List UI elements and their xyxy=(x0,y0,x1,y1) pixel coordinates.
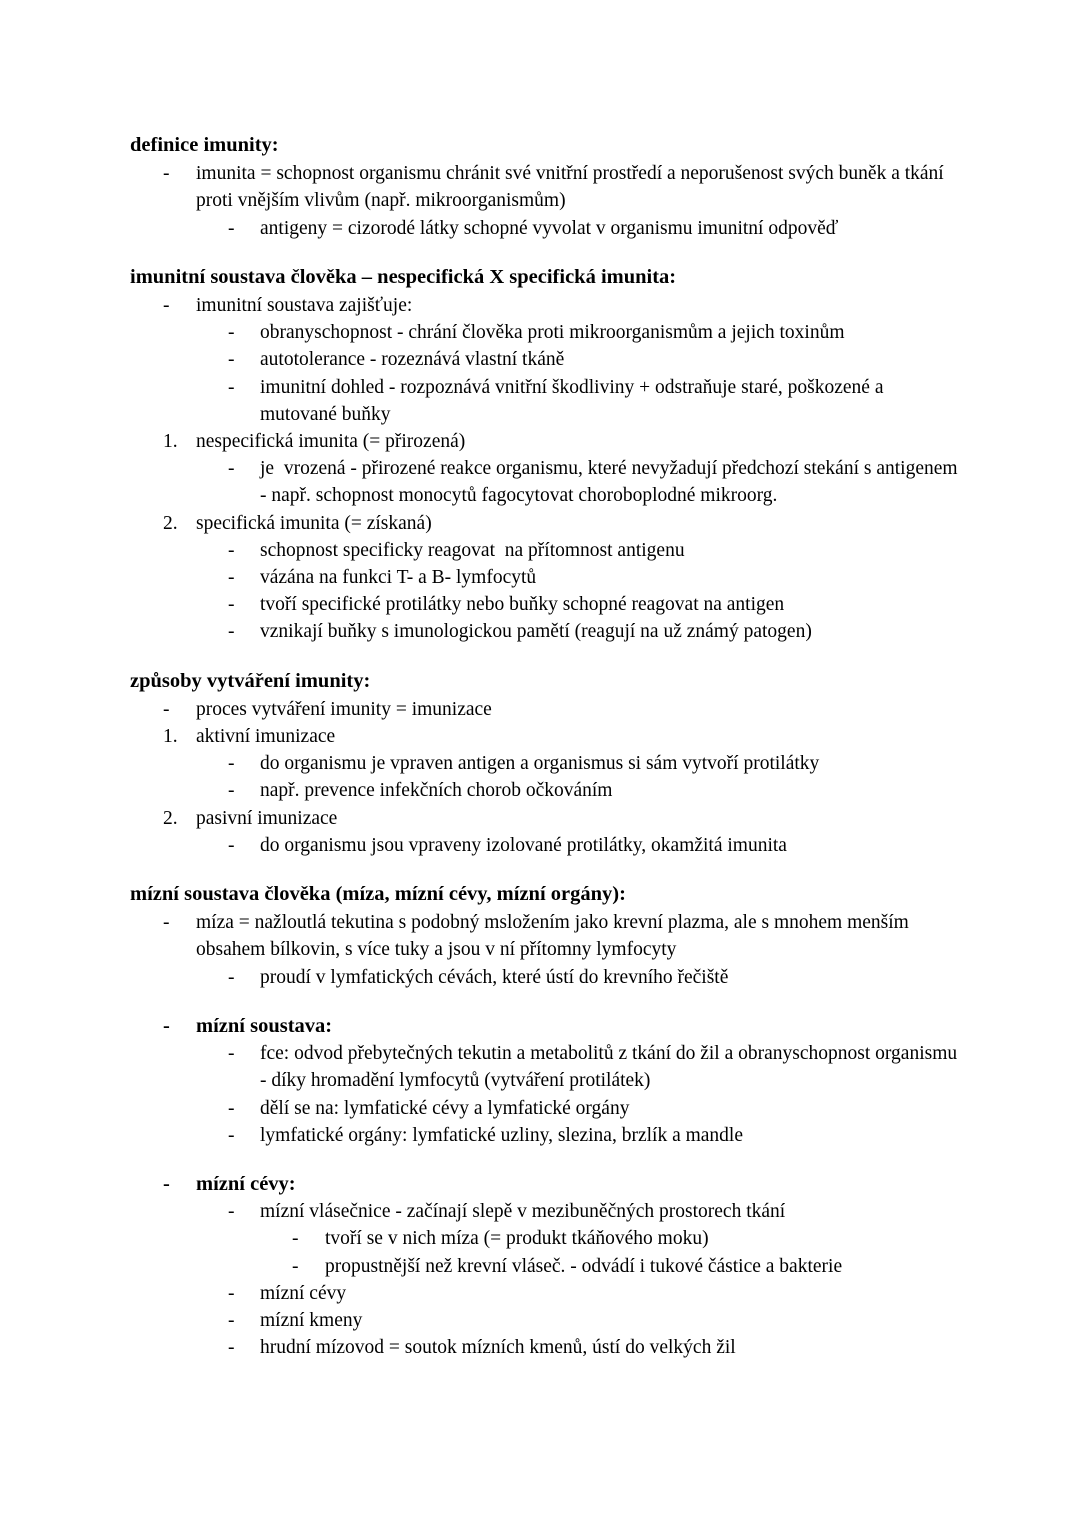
dash-bullet-marker: - xyxy=(228,1282,235,1304)
dash-bullet-marker: - xyxy=(228,753,235,775)
list-item-text: pasivní imunizace xyxy=(196,807,338,829)
list-item xyxy=(130,1225,958,1252)
list-item xyxy=(130,1171,958,1198)
list-item xyxy=(130,455,963,509)
list-item xyxy=(130,1013,958,1040)
list-item xyxy=(130,160,958,214)
list-item-text: imunitní dohled - rozpoznává vnitřní škodliviny + odstraňuje staré, poškozené a mutované buňky xyxy=(260,376,889,425)
number-marker: 2. xyxy=(163,512,178,534)
list-item-text: dělí se na: lymfatické cévy a lymfatické orgány xyxy=(260,1097,630,1119)
list-item-text: proudí v lymfatických cévách, které ústí do krevního řečiště xyxy=(260,966,729,988)
list-item-text: mízní soustava: xyxy=(196,1014,333,1037)
list-item-text: mízní cévy xyxy=(260,1282,347,1304)
list-item-text: propustnější než krevní vláseč. - odvádí i tukové částice a bakterie xyxy=(325,1255,843,1277)
list-item xyxy=(130,696,958,723)
list-item-text: do organismu jsou vpraveny izolované protilátky, okamžitá imunita xyxy=(260,834,787,856)
list-item-text: hrudní mízovod = soutok mízních kmenů, ústí do velkých žil xyxy=(260,1337,736,1359)
dash-bullet-marker: - xyxy=(228,1043,235,1065)
dash-bullet-marker: - xyxy=(163,295,170,317)
list-item xyxy=(130,1198,958,1225)
list-item xyxy=(130,832,958,859)
dash-bullet-marker: - xyxy=(228,349,235,371)
dash-bullet-marker: - xyxy=(163,1172,170,1195)
list-item xyxy=(130,750,958,777)
dash-bullet-marker: - xyxy=(292,1255,299,1277)
dash-bullet-marker: - xyxy=(228,594,235,616)
list-item-text: specifická imunita (= získaná) xyxy=(196,512,432,534)
dash-bullet-marker: - xyxy=(228,458,235,480)
dash-bullet-marker: - xyxy=(228,567,235,589)
list-item xyxy=(130,591,958,618)
list-item-text: tvoří specifické protilátky nebo buňky schopné reagovat na antigen xyxy=(260,594,785,616)
list-item-text: vznikají buňky s imunologickou pamětí (reagují na už známý patogen) xyxy=(260,621,812,643)
list-item xyxy=(130,215,958,242)
list-item-text: je vrozená - přirozené reakce organismu, které nevyžadují předchozí stekání s antigenem - např. schopnost monocytů fagocytovat choroboplodné mikroorg. xyxy=(260,458,963,507)
list-item-text: tvoří se v nich míza (= produkt tkáňového moku) xyxy=(325,1228,709,1250)
number-marker: 1. xyxy=(163,726,178,748)
dash-bullet-marker: - xyxy=(228,966,235,988)
section-heading: mízní soustava člověka (míza, mízní cévy, mízní orgány): xyxy=(130,883,626,906)
section-heading: způsoby vytváření imunity: xyxy=(130,669,371,692)
section xyxy=(130,668,958,859)
list-item-text: proces vytváření imunity = imunizace xyxy=(196,698,492,720)
list-item-text: schopnost specificky reagovat na přítomnost antigenu xyxy=(260,539,685,561)
list-item xyxy=(130,1040,962,1094)
list-item xyxy=(130,618,958,645)
list-item-text: do organismu je vpraven antigen a organismus si sám vytvoří protilátky xyxy=(260,753,820,775)
list-item xyxy=(130,346,958,373)
list-item-text: vázána na funkci T- a B- lymfocytů xyxy=(260,567,537,589)
list-item xyxy=(130,319,958,346)
list-item-text: mízní kmeny xyxy=(260,1309,363,1331)
list-item xyxy=(130,292,958,319)
dash-bullet-marker: - xyxy=(228,1097,235,1119)
section-heading: definice imunity: xyxy=(130,134,279,156)
list-item-text: aktivní imunizace xyxy=(196,726,336,748)
list-item-text: imunitní soustava zajišťuje: xyxy=(196,295,413,317)
section-heading: imunitní soustava člověka – nespecifická X specifická imunita: xyxy=(130,265,677,288)
dash-bullet-marker: - xyxy=(228,376,235,398)
dash-bullet-marker: - xyxy=(228,217,235,239)
list-item-text: např. prevence infekčních chorob očkováním xyxy=(260,780,613,802)
number-marker: 2. xyxy=(163,807,178,829)
list-item xyxy=(130,1253,958,1280)
list-item xyxy=(130,510,958,537)
dash-bullet-marker: - xyxy=(163,912,170,934)
list-item xyxy=(130,428,958,455)
list-item-text: lymfatické orgány: lymfatické uzliny, slezina, brzlík a mandle xyxy=(260,1124,743,1146)
list-item-text: obranyschopnost - chrání člověka proti mikroorganismům a jejich toxinům xyxy=(260,322,845,344)
list-item xyxy=(130,564,958,591)
list-item-text: míza = nažloutlá tekutina s podobný msložením jako krevní plazma, ale s mnohem menším obsahem bílkovin, s více tuky a jsou v ní přítomny lymfocyty xyxy=(196,912,914,961)
document-content xyxy=(130,132,963,1383)
dash-bullet-marker: - xyxy=(163,698,170,720)
list-item xyxy=(130,1307,958,1334)
list-item-text: imunita = schopnost organismu chránit své vnitřní prostředí a neporušenost svých buněk a tkání proti vnějším vlivům (např. mikroorganismům) xyxy=(196,163,949,212)
list-item-text: fce: odvod přebytečných tekutin a metabolitů z tkání do žil a obranyschopnost organismu - díky hromadění lymfocytů (vytváření protilátek) xyxy=(260,1043,962,1092)
list-item-text: autotolerance - rozeznává vlastní tkáně xyxy=(260,349,565,371)
section xyxy=(130,132,958,242)
dash-bullet-marker: - xyxy=(228,539,235,561)
list-item-text: antigeny = cizorodé látky schopné vyvolat v organismu imunitní odpověď xyxy=(260,217,839,239)
list-item xyxy=(130,1334,958,1361)
dash-bullet-marker: - xyxy=(228,621,235,643)
list-item xyxy=(130,723,958,750)
list-item-text: mízní cévy: xyxy=(196,1172,296,1195)
dash-bullet-marker: - xyxy=(228,1201,235,1223)
list-item xyxy=(130,1095,958,1122)
list-item xyxy=(130,805,958,832)
list-item xyxy=(130,1280,958,1307)
dash-bullet-marker: - xyxy=(228,1309,235,1331)
dash-bullet-marker: - xyxy=(163,163,170,185)
list-item xyxy=(130,1122,958,1149)
dash-bullet-marker: - xyxy=(228,780,235,802)
dash-bullet-marker: - xyxy=(228,1124,235,1146)
dash-bullet-marker: - xyxy=(163,1014,170,1037)
list-item-text: mízní vlásečnice - začínají slepě v mezibuněčných prostorech tkání xyxy=(260,1201,786,1223)
dash-bullet-marker: - xyxy=(228,834,235,856)
list-item xyxy=(130,537,958,564)
list-item xyxy=(130,777,958,804)
list-item xyxy=(130,964,958,991)
number-marker: 1. xyxy=(163,431,178,453)
section xyxy=(130,264,963,646)
list-item-text: nespecifická imunita (= přirozená) xyxy=(196,431,466,453)
list-item xyxy=(130,374,958,428)
dash-bullet-marker: - xyxy=(228,322,235,344)
dash-bullet-marker: - xyxy=(292,1228,299,1250)
list-item xyxy=(130,909,958,963)
dash-bullet-marker: - xyxy=(228,1337,235,1359)
section xyxy=(130,881,962,1361)
